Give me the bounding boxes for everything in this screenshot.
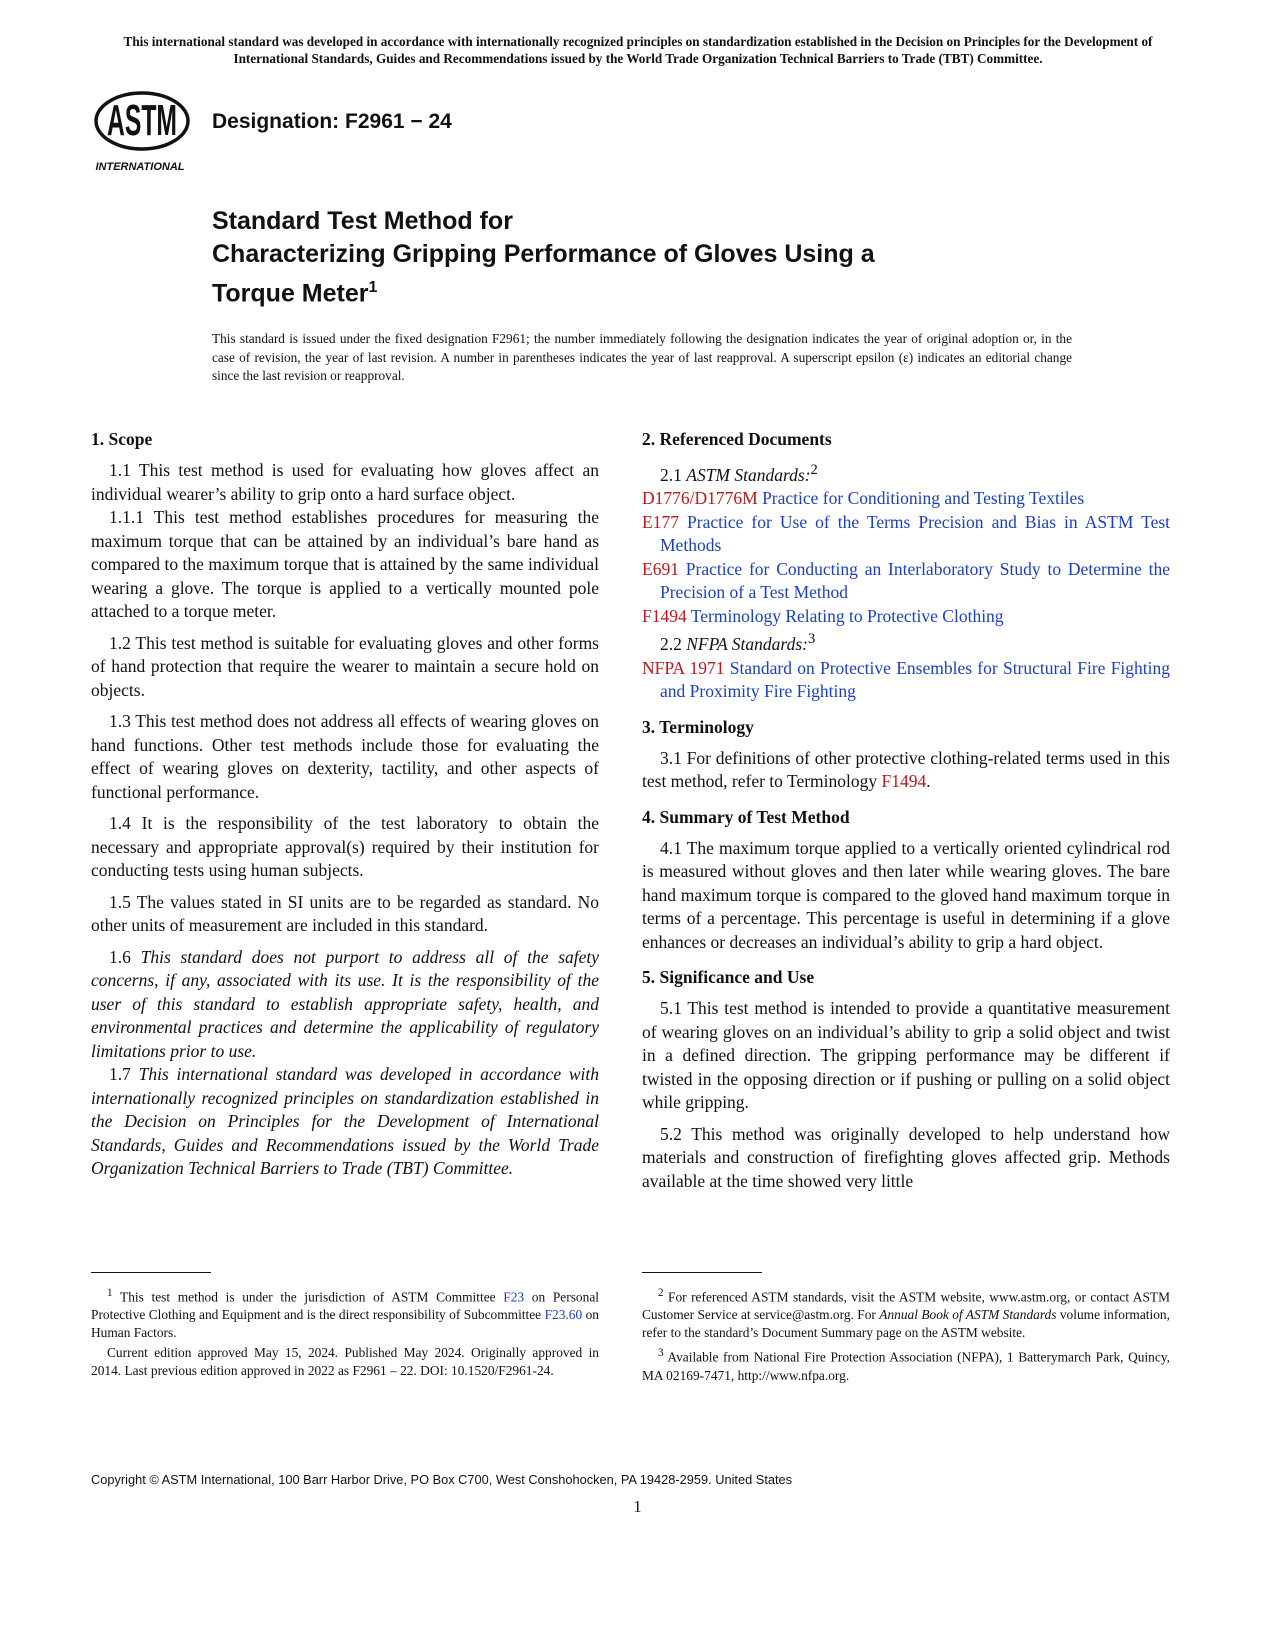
astm-standards-label <box>642 459 1170 487</box>
footnote-2-mark: 2 <box>658 1287 664 1299</box>
reference-code[interactable]: NFPA 1971 <box>642 657 725 678</box>
title-line-3 <box>212 271 1112 310</box>
footnote-2-text-b: volume information, refer to the standard’s Document Summary page on the ASTM website. <box>642 1307 1170 1341</box>
nfpa-standards-text: NFPA Standards: <box>686 634 808 655</box>
reference-title[interactable]: Standard on Protective Ensembles for Structural Fire Fighting and Proximity Fire Fighting <box>660 657 1171 702</box>
footnote-1 <box>91 1284 599 1342</box>
reference-item-e177[interactable] <box>642 511 1170 558</box>
reference-title[interactable]: Practice for Conducting an Interlaboratory Study to Determine the Precision of a Test Method <box>660 558 1170 603</box>
committee-f23-link[interactable]: F23 <box>503 1289 525 1305</box>
title-line-3-text: Torque Meter <box>212 279 369 308</box>
logo-letters: ASTM <box>107 96 177 145</box>
paragraph-4-1: 4.1 The maximum torque applied to a vertically oriented cylindrical rod is measured without gloves and then later while wearing gloves. The bare hand maximum torque is compared to the gloved hand maximum torque in terms of a percentage. This percentage is useful in determining if a glove enhances or decreases an individual’s ability to grip a hard object. <box>642 837 1170 952</box>
footnote-rule-right <box>642 1272 762 1273</box>
copyright-notice: Copyright © ASTM International, 100 Barr Harbor Drive, PO Box C700, West Conshohocken, PA 19428-2959. United States <box>91 1472 793 1487</box>
nfpa-standards-number: 2.2 <box>660 634 682 655</box>
paragraph-1-1: 1.1 This test method is used for evaluating how gloves affect an individual wearer’s ability to grip onto a hard surface object. <box>91 460 599 504</box>
footnote-mark-3[interactable]: 3 <box>807 631 816 648</box>
reference-code[interactable]: D1776/D1776M <box>642 488 758 509</box>
reference-title[interactable]: Terminology Relating to Protective Clothing <box>690 605 1004 626</box>
astm-logo <box>92 85 198 177</box>
title-line-2: Characterizing Gripping Performance of Gloves Using a <box>212 240 875 268</box>
reference-code[interactable]: E691 <box>642 558 679 579</box>
paragraph-1-4: 1.4 It is the responsibility of the test laboratory to obtain the necessary and appropriate approval(s) required by their institution for conducting tests using human subjects. <box>91 813 599 880</box>
footnote-1-mark: 1 <box>107 1287 113 1299</box>
paragraph-5-2: 5.2 This method was originally developed to help understand how materials and construction of firefighting gloves affected grip. Methods available at the time showed very little <box>642 1123 1170 1191</box>
footnotes-left <box>91 1284 599 1382</box>
paragraph-1-7-number: 1.7 <box>109 1064 131 1084</box>
paragraph-1-6 <box>91 946 599 1064</box>
paragraph-3-1-text: 3.1 For definitions of other protective clothing-related terms used in this test method, refer to Terminology <box>642 747 1170 792</box>
reference-code[interactable]: F1494 <box>642 605 687 626</box>
paragraph-1-6-text: This standard does not purport to address all of the safety concerns, if any, associated with its use. It is the responsibility of the user of this standard to establish appropriate safety, health, and environmental practices and determine the applicability of regulatory limitations prior to use. <box>91 946 600 1061</box>
footnote-3-text: Available from National Fire Protection Association (NFPA), 1 Batterymarch Park, Quincy, MA 02169-7471, http://www.nfpa.org. <box>642 1349 1170 1383</box>
footnote-3 <box>642 1344 1170 1384</box>
logo-international: INTERNATIONAL <box>95 161 185 173</box>
section-1-heading: 1. Scope <box>91 429 153 449</box>
paragraph-5-1: 5.1 This test method is intended to provide a quantitative measurement of wearing gloves on an individual’s ability to grip a solid object and twist in a defined direction. The gripping performance may be different if twisted in the opposing direction or if pushing or pulling on a solid object while gripping. <box>642 998 1170 1113</box>
paragraph-1-1-1: 1.1.1 This test method establishes procedures for measuring the maximum torque that can be attained by an individual’s bare hand as compared to the maximum torque that is attained by the same individual wearing a glove. The torque is applied to a vertically mounted pole attached to a torque meter. <box>91 507 599 621</box>
page-number: 1 <box>633 1497 642 1516</box>
reference-item-e691[interactable] <box>642 558 1170 605</box>
footnote-1-text-b: on Personal Protective Clothing and Equipment and is the direct responsibility of Subcommittee <box>91 1289 599 1323</box>
paragraph-1-5: 1.5 The values stated in SI units are to be regarded as standard. No other units of measurement are included in this standard. <box>91 891 599 935</box>
footnote-rule-left <box>91 1272 211 1273</box>
astm-standards-number: 2.1 <box>660 464 682 485</box>
reference-item-d1776[interactable] <box>642 487 1170 511</box>
title-line-1: Standard Test Method for <box>212 207 513 235</box>
paragraph-1-3: 1.3 This test method does not address all effects of wearing gloves on hand functions. Other test methods include those for evaluating the effect of wearing gloves on dexterity, tactility, and other aspects of functional performance. <box>91 711 599 802</box>
astm-standards-text: ASTM Standards: <box>686 464 811 485</box>
paragraph-1-2: 1.2 This test method is suitable for evaluating gloves and other forms of hand protection that require the wearer to maintain a secure hold on objects. <box>91 632 599 700</box>
footnote-2 <box>642 1284 1170 1342</box>
terminology-reference-link[interactable]: F1494 <box>881 771 927 792</box>
document-title <box>212 205 1112 310</box>
footnote-2-text-a: For referenced ASTM standards, visit the ASTM website, www.astm.org, or contact ASTM Customer Service at service@astm.org. For <box>642 1289 1170 1323</box>
footnote-1-edition: Current edition approved May 15, 2024. Published May 2024. Originally approved in 2014. Last previous edition approved in 2022 as F2961 – 22. DOI: 10.1520/F2961-24. <box>91 1345 599 1379</box>
reference-code[interactable]: E177 <box>642 511 679 532</box>
section-3-heading: 3. Terminology <box>642 716 754 737</box>
subcommittee-f23-60-link[interactable]: F23.60 <box>544 1307 583 1323</box>
paragraph-1-7-text: This international standard was developed in accordance with internationally recognized principles on standardization established in the Decision on Principles for the Development of International Standards, Guides and Recommendations issued by the World Trade Organization Technical Barriers to Trade (TBT) Committee. <box>91 1064 600 1178</box>
paragraph-1-6-number: 1.6 <box>109 946 131 967</box>
reference-title[interactable]: Practice for Conditioning and Testing Textiles <box>762 488 1085 509</box>
reference-title[interactable]: Practice for Use of the Terms Precision and Bias in ASTM Test Methods <box>660 511 1171 556</box>
reference-item-nfpa-1971[interactable] <box>642 657 1170 704</box>
footnote-mark-2[interactable]: 2 <box>810 462 818 478</box>
reference-item-f1494[interactable] <box>642 605 1170 629</box>
paragraph-3-1 <box>642 747 1170 794</box>
footnote-1-text-c: on Human Factors. <box>91 1307 599 1341</box>
right-column <box>642 428 1170 1201</box>
section-4-heading: 4. Summary of Test Method <box>642 806 850 827</box>
footnote-2-italic: Annual Book of ASTM Standards <box>879 1307 1057 1323</box>
paragraph-1-7 <box>91 1063 599 1181</box>
title-footnote-mark[interactable]: 1 <box>368 279 378 296</box>
top-notice: This international standard was developed in accordance with internationally recognized principles on standardization established in the Decision on Principles for the Development of International Standards, Guides and Recommendations issued by the World Trade Organization Technical Barriers to Trade (TBT) Committee. <box>123 34 1153 66</box>
paragraph-3-1-end: . <box>926 771 931 792</box>
footnote-1-text-a: This test method is under the jurisdiction of ASTM Committee <box>120 1289 496 1305</box>
section-2-heading: 2. Referenced Documents <box>642 429 832 449</box>
footnotes-right <box>642 1284 1170 1387</box>
section-5-heading: 5. Significance and Use <box>642 967 815 988</box>
astm-logo-icon <box>92 85 198 177</box>
nfpa-standards-label <box>642 628 1170 656</box>
designation: Designation: F2961 − 24 <box>212 110 452 133</box>
left-column <box>91 428 599 1189</box>
issue-note: This standard is issued under the fixed designation F2961; the number immediately following the designation indicates the year of original adoption or, in the case of revision, the year of last revision. A number in parentheses indicates the year of last reapproval. A superscript epsilon (ε) indicates an editorial change since the last revision or reapproval. <box>212 331 1072 383</box>
footnote-3-mark: 3 <box>658 1347 664 1360</box>
